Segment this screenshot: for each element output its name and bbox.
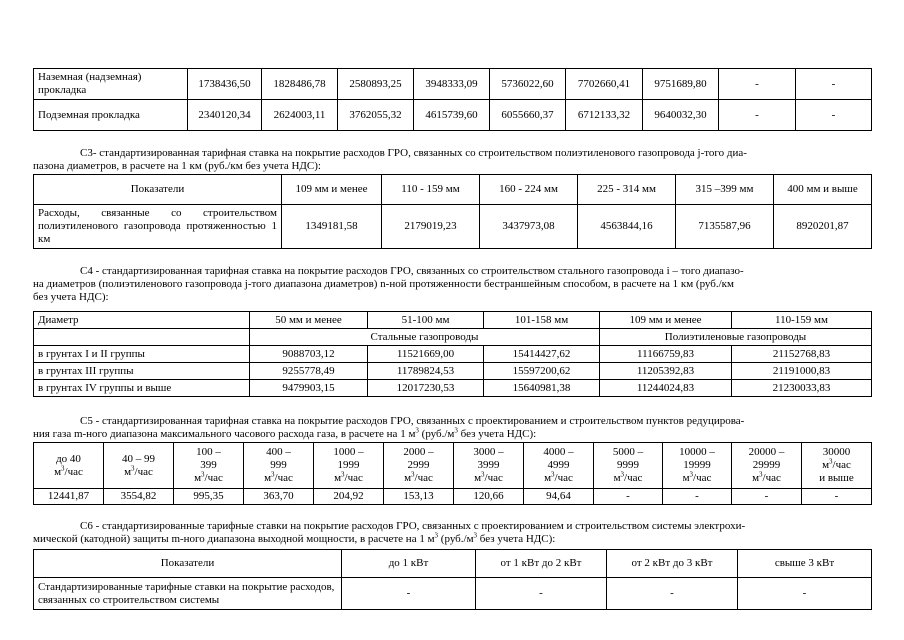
column-header: 3000 – 3999 $м^3$/час	[454, 443, 524, 489]
group-header-pe: Полиэтиленовые газопроводы	[600, 329, 872, 346]
table-cell: 1828486,78	[262, 69, 338, 100]
c6-paragraph	[33, 520, 871, 546]
table-cell-empty	[34, 329, 250, 346]
column-header: Показатели	[34, 175, 282, 205]
column-header: до 40 $м^3$/час	[34, 443, 104, 489]
column-header: 20000 – 29999 $м^3$/час	[732, 443, 802, 489]
c3-line-2: пазона диаметров, в расчете на 1 км (руб./км без учета НДС):	[33, 160, 321, 172]
column-header: 160 - 224 мм	[480, 175, 578, 205]
column-header: 5000 – 9999 $м^3$/час	[594, 443, 663, 489]
table-cell: -	[738, 578, 872, 610]
table-c6	[33, 549, 872, 610]
column-header: 400 – 999 $м^3$/час	[244, 443, 314, 489]
table-cell: 21230033,83	[732, 380, 872, 397]
table-cell: -	[607, 578, 738, 610]
table-cell: 6055660,37	[490, 100, 566, 131]
table-cell: 3554,82	[104, 489, 174, 505]
table-cell: 11789824,53	[368, 363, 484, 380]
table-c5	[33, 442, 872, 505]
c3-line-1: С3- стандартизированная тарифная ставка на покрытие расходов ГРО, связанных со строительством полиэтиленового газопровода j-того диа-	[80, 147, 747, 159]
table-cell: -	[594, 489, 663, 505]
table-header-row	[34, 175, 872, 205]
table-cell: 2624003,11	[262, 100, 338, 131]
table-row	[34, 578, 872, 610]
row-label: Подземная прокладка	[34, 100, 188, 131]
table-row	[34, 363, 872, 380]
table-cell: 7702660,41	[566, 69, 643, 100]
row-label: в грунтах III группы	[34, 363, 250, 380]
table-cell: 12441,87	[34, 489, 104, 505]
table-cell: 5736022,60	[490, 69, 566, 100]
column-header: 400 мм и выше	[774, 175, 872, 205]
column-header: 51-100 мм	[368, 312, 484, 329]
table-cell: 15640981,38	[484, 380, 600, 397]
table-cell: 94,64	[524, 489, 594, 505]
c6-line-2: мической (катодной) защиты m-ного диапазона выходной мощности, в расчете на 1 $м^3$ ($руб./м^3$ без учета НДС):	[33, 531, 556, 545]
table-cell: 9751689,80	[643, 69, 719, 100]
table-cell: 11205392,83	[600, 363, 732, 380]
c5-line-1: С5 - стандартизированная тарифная ставка на покрытие расходов ГРО, связанных с проектированием и строительством пунктов редуцирова-	[80, 415, 745, 427]
table-laying	[33, 68, 872, 131]
column-header: Диаметр	[34, 312, 250, 329]
table-cell: 11521669,00	[368, 346, 484, 363]
column-header: 10000 – 19999 $м^3$/час	[663, 443, 732, 489]
table-cell: 1349181,58	[282, 205, 382, 249]
group-header-steel: Стальные газопроводы	[250, 329, 600, 346]
c4-line-2: на диаметров (полиэтиленового газопровода j-того диапазона диаметров) n-ной протяженности бестраншейным способом, в расчете на 1 км (руб./км	[33, 278, 734, 290]
column-header: 30000 $м^3$/час и выше	[802, 443, 872, 489]
table-cell: 4615739,60	[414, 100, 490, 131]
table-cell: 4563844,16	[578, 205, 676, 249]
column-header: 40 – 99 $м^3$/час	[104, 443, 174, 489]
table-cell: -	[802, 489, 872, 505]
table-row	[34, 69, 872, 100]
row-label: Расходы, связанные со строительством полиэтиленового газопровода протяженностью 1 км	[34, 205, 282, 249]
table-cell: 2179019,23	[382, 205, 480, 249]
table-cell: 2340120,34	[188, 100, 262, 131]
row-label: Наземная (надземная) прокладка	[34, 69, 188, 100]
column-header: 2000 – 2999 $м^3$/час	[384, 443, 454, 489]
column-header: 109 мм и менее	[600, 312, 732, 329]
table-cell: 120,66	[454, 489, 524, 505]
table-cell: 995,35	[174, 489, 244, 505]
table-cell: 8920201,87	[774, 205, 872, 249]
table-c3	[33, 174, 872, 249]
column-header: свыше 3 кВт	[738, 550, 872, 578]
table-cell: 1738436,50	[188, 69, 262, 100]
c3-paragraph	[33, 147, 871, 173]
table-cell: 21152768,83	[732, 346, 872, 363]
column-header: 101-158 мм	[484, 312, 600, 329]
column-header: до 1 кВт	[342, 550, 476, 578]
column-header: 110 - 159 мм	[382, 175, 480, 205]
table-cell: -	[719, 100, 796, 131]
table-cell: -	[719, 69, 796, 100]
column-header: 225 - 314 мм	[578, 175, 676, 205]
c4-paragraph	[33, 265, 871, 304]
table-cell: 3948333,09	[414, 69, 490, 100]
table-cell: -	[342, 578, 476, 610]
table-cell: 2580893,25	[338, 69, 414, 100]
table-cell: 3762055,32	[338, 100, 414, 131]
c4-line-1: С4 - стандартизированная тарифная ставка на покрытие расходов ГРО, связанных со строительством стального газопровода i – того диапазо-	[80, 265, 744, 277]
table-cell: 15414427,62	[484, 346, 600, 363]
table-cell: 11166759,83	[600, 346, 732, 363]
table-cell: 204,92	[314, 489, 384, 505]
column-header: от 2 кВт до 3 кВт	[607, 550, 738, 578]
column-header: 50 мм и менее	[250, 312, 368, 329]
row-label: Стандартизированные тарифные ставки на покрытие расходов, связанных со строительством системы	[34, 578, 342, 610]
column-header: 315 –399 мм	[676, 175, 774, 205]
table-cell: 9255778,49	[250, 363, 368, 380]
table-row	[34, 205, 872, 249]
table-cell: -	[796, 69, 872, 100]
table-cell: -	[732, 489, 802, 505]
table-header-row	[34, 550, 872, 578]
c6-line-1: С6 - стандартизированные тарифные ставки на покрытие расходов ГРО, связанных с проектированием и строительством системы электрохи-	[80, 520, 746, 532]
table-header-row	[34, 443, 872, 489]
table-row	[34, 100, 872, 131]
column-header: 109 мм и менее	[282, 175, 382, 205]
column-header: 1000 – 1999 $м^3$/час	[314, 443, 384, 489]
row-label: в грунтах I и II группы	[34, 346, 250, 363]
column-header: 100 – 399 $м^3$/час	[174, 443, 244, 489]
column-header: 110-159 мм	[732, 312, 872, 329]
c4-line-3: без учета НДС):	[33, 291, 109, 303]
table-row	[34, 346, 872, 363]
table-cell: 11244024,83	[600, 380, 732, 397]
table-cell: 12017230,53	[368, 380, 484, 397]
table-cell: 153,13	[384, 489, 454, 505]
row-label: в грунтах IV группы и выше	[34, 380, 250, 397]
table-cell: 363,70	[244, 489, 314, 505]
table-cell: 9640032,30	[643, 100, 719, 131]
table-cell: 3437973,08	[480, 205, 578, 249]
table-header-row	[34, 312, 872, 329]
table-cell: -	[663, 489, 732, 505]
column-header: от 1 кВт до 2 кВт	[476, 550, 607, 578]
table-cell: 6712133,32	[566, 100, 643, 131]
table-c4	[33, 311, 872, 397]
column-header: 4000 – 4999 $м^3$/час	[524, 443, 594, 489]
table-cell: 15597200,62	[484, 363, 600, 380]
column-header: Показатели	[34, 550, 342, 578]
table-row	[34, 489, 872, 505]
table-row	[34, 380, 872, 397]
table-cell: -	[476, 578, 607, 610]
c5-paragraph	[33, 415, 871, 441]
table-cell: 9088703,12	[250, 346, 368, 363]
table-cell: 7135587,96	[676, 205, 774, 249]
table-cell: 9479903,15	[250, 380, 368, 397]
table-cell: -	[796, 100, 872, 131]
c5-line-2: ния газа m-ного диапазона максимального часового расхода газа, в расчете на 1 $м^3$ ($руб./м^3$ без учета НДС):	[33, 426, 537, 440]
table-cell: 21191000,83	[732, 363, 872, 380]
table-group-row	[34, 329, 872, 346]
